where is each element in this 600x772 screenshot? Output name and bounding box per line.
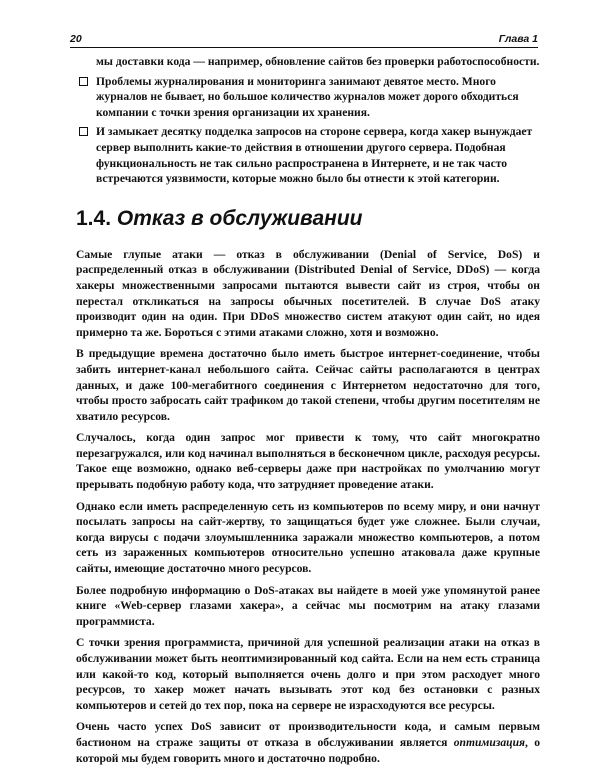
continuation-text: мы доставки кода — например, обновление сайтов без проверки работоспособности. [96, 55, 540, 68]
list-item [76, 124, 540, 186]
section-number: 1.4. [76, 206, 112, 230]
paragraph-text-after: , о которой мы будем говорить много и достаточно подробно. [76, 735, 540, 765]
list-item-text: Проблемы журналирования и мониторинга занимают девятое место. Много журналов не бывает, но большое количество журналов может дорого обходиться компании с точки зрения организации их хранения. [96, 74, 519, 119]
section-title: Отказ в обслуживании [116, 206, 363, 230]
paragraph: Случалось, когда один запрос мог привести к тому, что сайт многократно перезагружался, или код начинал выполняться в бесконечном цикле, расходуя ресурсы. Такое еще возможно, однако веб-серверы даже при настройках по умолчанию могут прерывать подобную работу кода, что затрудняет проведение атаки. [76, 431, 540, 492]
paragraph: Более подробную информацию о DoS-атаках вы найдете в моей уже упомянутой ранее книге «Web-сервер глазами хакера», а сейчас мы посмотрим на атаку глазами программиста. [76, 583, 540, 628]
page-content [76, 54, 540, 772]
paragraph: В предыдущие времена достаточно было иметь быстрое интернет-соединение, чтобы забить интернет-канал небольшого сайта. Сейчас сайты располагаются в центрах данных, и даже 100-мегабитного соединения с Интернетом недостаточно для того, чтобы просто забросать сайт трафиком до такой степени, чтобы другим посетителям не хватило ресурсов. [76, 347, 540, 423]
checkbox-bullet-icon [79, 77, 88, 86]
paragraph: Самые глупые атаки — отказ в обслуживании (Denial of Service, DoS) и распределенный отказ в обслуживании (Distributed Denial of Service, DDoS) — когда хакеры множественными запросами пытаются вывести сайт из строя, чтобы он перестал откликаться на запросы обычных посетителей. В случае DoS атаку производит один на один. При DDoS множество систем атакуют один сайт, но идея примерно та же. Бороться с этими атаками сложно, хотя и возможно. [76, 247, 540, 339]
chapter-label: Глава 1 [498, 33, 538, 45]
list-item-text: И замыкает десятку подделка запросов на стороне сервера, когда хакер вынуждает сервер выполнить какие-то действия в отношении другого сервера. Подобная функциональность не так сильно распространена в Интернете, и не так часто встречаются уязвимости, которые можно было бы отнести к этой категории. [96, 125, 533, 186]
section-heading [76, 207, 540, 231]
page-number: 20 [70, 33, 82, 45]
running-header [70, 33, 538, 48]
paragraph-text-before: Очень часто успех DoS зависит от производительности кода, и самым первым бастионом на страже защиты от отказа в обслуживании является [76, 720, 540, 749]
paragraph: С точки зрения программиста, причиной для успешной реализации атаки на отказ в обслуживании может быть неоптимизированный код сайта. Если на нем есть страница или какой-то код, который выполняется очень долго и при этом расходует много ресурсов, то хакер может начать вызывать этот код без остановки с разных компьютеров и сетей до тех пор, пока на сервере не израсходуются все ресурсы. [76, 636, 540, 712]
paragraph-last [76, 719, 540, 766]
checkbox-bullet-icon [79, 127, 88, 136]
emphasis-term: оптимизация [453, 735, 526, 749]
list-item [76, 74, 540, 121]
paragraph: Однако если иметь распределенную сеть из компьютеров по всему миру, и они начнут посылать запросы на сайт-жертву, то защищаться будет уже сложнее. Были случаи, когда вирусы с подачи злоумышленника заражали множество компьютеров, а потом сеть из зараженных компьютеров относительно успешно атаковала даже крупные сайты, имеющие достаточно много ресурсов. [76, 499, 540, 576]
